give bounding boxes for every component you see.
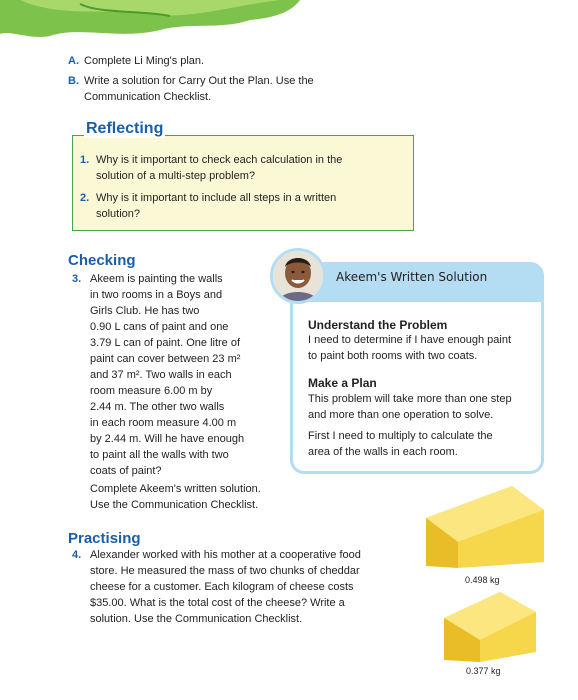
cheese-chunk-1: [420, 484, 550, 570]
practising-question-4: [72, 547, 412, 629]
checking-q3-line: paint can cover between 23 m²: [90, 353, 241, 365]
reflecting-q1-number: 1.: [80, 154, 90, 166]
checking-q3-line: by 2.44 m. Will he have enough: [90, 433, 245, 445]
task-b-letter: B.: [68, 75, 79, 87]
checking-q3-line: room measure 6.00 m by: [90, 385, 213, 397]
first-step-line2: area of the walls in each room.: [308, 446, 458, 458]
checking-task-line1: Complete Akeem's written solution.: [90, 483, 261, 495]
practising-q4-line: solution. Use the Communication Checklist.: [90, 613, 303, 625]
practising-q4-line: cheese for a customer. Each kilogram of cheese costs: [90, 581, 354, 593]
reflecting-q2-line1: Why is it important to include all steps in a written: [96, 192, 337, 204]
checking-q3-line: 3.79 L can of paint. One litre of: [90, 337, 241, 349]
checking-q3-line: coats of paint?: [90, 465, 162, 477]
checking-q3-line: 2.44 m. The other two walls: [90, 401, 225, 413]
checking-q3-line: to paint all the walls with two: [90, 449, 229, 461]
practising-q4-text: [90, 547, 361, 627]
reflecting-q2-number: 2.: [80, 192, 90, 204]
reflecting-q1-line2: solution of a multi-step problem?: [96, 170, 255, 182]
task-b-line1: Write a solution for Carry Out the Plan. Use the: [84, 75, 314, 87]
checking-task: [90, 481, 310, 513]
checking-q3-line: Girls Club. He has two: [90, 305, 200, 317]
checking-q3-line: in each room measure 4.00 m: [90, 417, 237, 429]
checking-q3-number: 3.: [72, 273, 82, 285]
understand-text: [308, 332, 542, 364]
cheese-1-label: 0.498 kg: [465, 575, 500, 585]
practising-heading: Practising: [68, 530, 141, 547]
task-a-text: Complete Li Ming's plan.: [84, 55, 205, 67]
checking-q3-text: [90, 271, 244, 479]
plan-line2: and more than one operation to solve.: [308, 409, 494, 421]
cheese-2-label: 0.377 kg: [466, 666, 501, 676]
leaf-banner-decoration: [0, 0, 578, 40]
plan-line1: This problem will take more than one step: [308, 393, 512, 405]
checking-q3-line: Akeem is painting the walls: [90, 273, 223, 285]
checking-q3-line: and 37 m². Two walls in each: [90, 369, 232, 381]
practising-q4-line: $35.00. What is the total cost of the cheese? Write a: [90, 597, 345, 609]
reflecting-question-2: [80, 190, 410, 222]
reflecting-q2-line2: solution?: [96, 208, 141, 220]
understand-heading: Understand the Problem: [308, 318, 448, 332]
cheese-chunk-2: [440, 590, 540, 662]
checking-heading: Checking: [68, 252, 136, 269]
task-b: [68, 73, 448, 105]
plan-text: [308, 391, 542, 423]
practising-q4-number: 4.: [72, 549, 82, 561]
student-avatar: [270, 248, 326, 304]
task-a-letter: A.: [68, 55, 79, 67]
checking-question-3: [72, 271, 272, 481]
reflecting-question-1: [80, 152, 410, 184]
practising-q4-line: Alexander worked with his mother at a cooperative food: [90, 549, 361, 561]
understand-line1: I need to determine if I have enough paint: [308, 334, 512, 346]
first-step-text: [308, 428, 542, 460]
written-solution-title: Akeem's Written Solution: [336, 270, 488, 284]
student-portrait-icon: [273, 251, 323, 301]
plan-heading: Make a Plan: [308, 376, 377, 390]
understand-line2: to paint both rooms with two coats.: [308, 350, 478, 362]
reflecting-q1-line1: Why is it important to check each calculation in the: [96, 154, 343, 166]
task-b-line2: Communication Checklist.: [84, 91, 212, 103]
task-a: [68, 53, 448, 69]
checking-q3-line: 0.90 L cans of paint and one: [90, 321, 229, 333]
first-step-line1: First I need to multiply to calculate the: [308, 430, 493, 442]
practising-q4-line: store. He measured the mass of two chunks of cheddar: [90, 565, 360, 577]
reflecting-title: Reflecting: [86, 120, 164, 137]
checking-q3-line: in two rooms in a Boys and: [90, 289, 223, 301]
checking-task-line2: Use the Communication Checklist.: [90, 499, 259, 511]
